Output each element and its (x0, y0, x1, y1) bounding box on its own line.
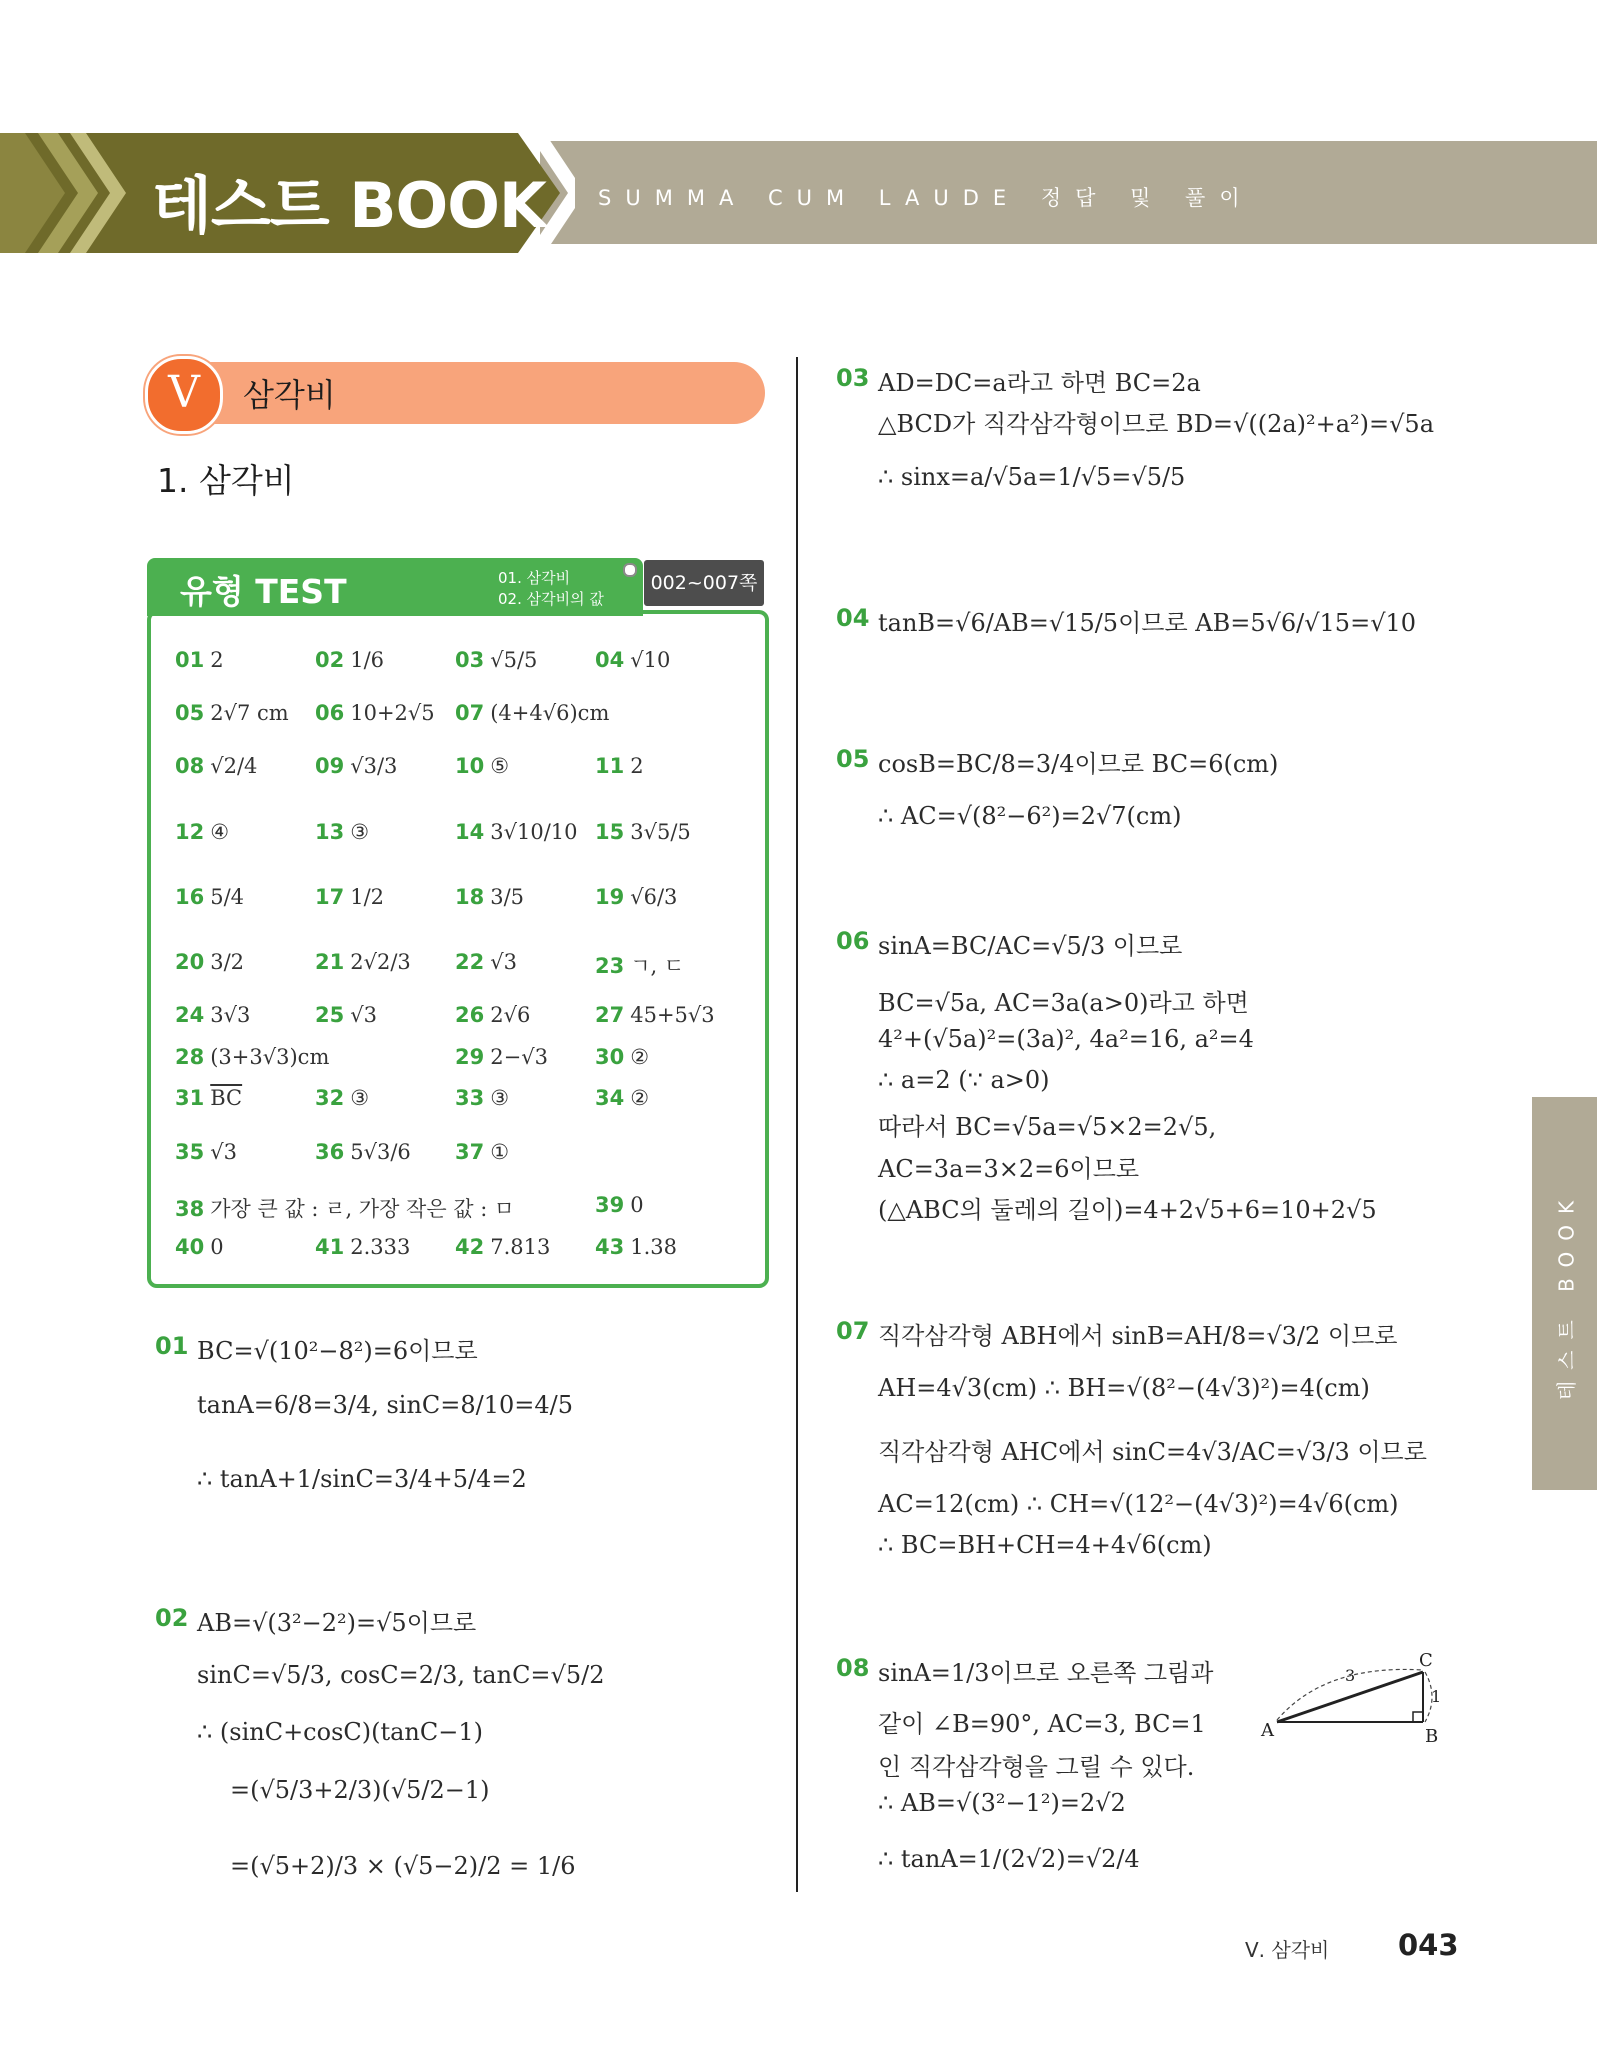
solution-line: ∴ BC=BH+CH=4+4√6(cm) (878, 1531, 1212, 1559)
answer-item: 05 2√7 cm (175, 701, 289, 725)
answer-item: 08 √2/4 (175, 754, 258, 778)
solution-number: 08 (836, 1654, 870, 1682)
answer-item: 28 (3+3√3)cm (175, 1045, 330, 1069)
solution-line: ∴ sinx=a/√5a=1/√5=√5/5 (878, 463, 1186, 491)
answer-item: 31 $\overline{BC}$ (175, 1086, 243, 1110)
answer-item: 39 0 (595, 1193, 644, 1217)
footer-chapter: Ⅴ. 삼각비 (1245, 1938, 1330, 1962)
answer-item: 29 2−√3 (455, 1045, 548, 1069)
answer-item: 30 ② (595, 1045, 650, 1069)
answer-item: 20 3/2 (175, 950, 245, 974)
solution-line: BC=√(10²−8²)=6이므로 (197, 1337, 478, 1365)
solution-line: AH=4√3(cm) ∴ BH=√(8²−(4√3)²)=4(cm) (878, 1374, 1370, 1402)
solution-line: ∴ a=2 (∵ a>0) (878, 1066, 1050, 1094)
header-subtitle: SUMMA CUM LAUDE 정답 및 풀이 (598, 186, 1254, 210)
solution-line: cosB=BC/8=3/4이므로 BC=6(cm) (878, 750, 1279, 778)
side-bc-label: 1 (1431, 1687, 1442, 1706)
answer-item: 15 3√5/5 (595, 820, 691, 844)
solution-line: =(√5+2)/3 × (√5−2)/2 = 1/6 (230, 1852, 576, 1880)
solution-line: 직각삼각형 ABH에서 sinB=AH/8=√3/2 이므로 (878, 1322, 1398, 1350)
vertex-c-label: C (1419, 1650, 1433, 1671)
solution-line: △BCD가 직각삼각형이므로 BD=√((2a)²+a²)=√5a (878, 410, 1435, 438)
answer-item: 22 √3 (455, 950, 517, 974)
chapter-bar (148, 362, 765, 424)
solution-number: 07 (836, 1317, 870, 1345)
answer-item: 38 가장 큰 값 : ㄹ, 가장 작은 값 : ㅁ (175, 1197, 515, 1221)
solution-line: tanA=6/8=3/4, sinC=8/10=4/5 (197, 1391, 574, 1419)
vertex-b-label: B (1425, 1726, 1439, 1747)
solution-line: 따라서 BC=√5a=√5×2=2√5, (878, 1113, 1217, 1141)
solution-number: 01 (155, 1332, 189, 1360)
answer-item: 27 45+5√3 (595, 1003, 715, 1027)
answer-item: 23 ㄱ, ㄷ (595, 954, 685, 978)
answer-item: 14 3√10/10 (455, 820, 578, 844)
right-triangle-figure (1255, 1650, 1445, 1750)
answer-item: 01 2 (175, 648, 224, 672)
answer-item: 32 ③ (315, 1086, 370, 1110)
solution-line: ∴ AC=√(8²−6²)=2√7(cm) (878, 802, 1182, 830)
solution-line: 4²+(√5a)²=(3a)², 4a²=16, a²=4 (878, 1025, 1254, 1053)
side-ac-label: 3 (1345, 1666, 1356, 1685)
solution-number: 04 (836, 604, 870, 632)
solution-line: AC=3a=3×2=6이므로 (878, 1155, 1140, 1183)
connector-dot-icon (623, 563, 637, 577)
answer-item: 04 √10 (595, 648, 671, 672)
answer-item: 10 ⑤ (455, 754, 510, 778)
answer-item: 36 5√3/6 (315, 1140, 411, 1164)
answer-item: 34 ② (595, 1086, 650, 1110)
section-title: 1. 삼각비 (157, 461, 295, 500)
solution-line: ∴ tanA+1/sinC=3/4+5/4=2 (197, 1465, 527, 1493)
solution-line: sinA=BC/AC=√5/3 이므로 (878, 932, 1183, 960)
answer-item: 16 5/4 (175, 885, 245, 909)
answer-item: 41 2.333 (315, 1235, 411, 1259)
solution-line: =(√5/3+2/3)(√5/2−1) (230, 1776, 490, 1804)
answer-item: 17 1/2 (315, 885, 385, 909)
answer-item: 11 2 (595, 754, 644, 778)
solution-line: 인 직각삼각형을 그릴 수 있다. (878, 1753, 1195, 1781)
answer-item: 25 √3 (315, 1003, 377, 1027)
page-number: 043 (1398, 1928, 1459, 1962)
answer-item: 35 √3 (175, 1140, 237, 1164)
solution-line: tanB=√6/AB=√15/5이므로 AB=5√6/√15=√10 (878, 609, 1417, 637)
chapter-number: V (168, 367, 200, 418)
answer-item: 02 1/6 (315, 648, 385, 672)
side-tab-label: 테스트 BOOK (1554, 1189, 1579, 1401)
answer-item: 33 ③ (455, 1086, 510, 1110)
solution-line: ∴ tanA=1/(2√2)=√2/4 (878, 1845, 1140, 1873)
answer-item: 12 ④ (175, 820, 230, 844)
solution-line: ∴ (sinC+cosC)(tanC−1) (197, 1718, 483, 1746)
solution-line: sinC=√5/3, cosC=2/3, tanC=√5/2 (197, 1661, 605, 1689)
solution-line: 같이 ∠B=90°, AC=3, BC=1 (878, 1710, 1206, 1738)
test-page-range: 002~007쪽 (644, 560, 764, 606)
answer-item: 40 0 (175, 1235, 224, 1259)
solution-line: AD=DC=a라고 하면 BC=2a (878, 369, 1201, 397)
answer-item: 07 (4+4√6)cm (455, 701, 610, 725)
answer-item: 18 3/5 (455, 885, 525, 909)
solution-number: 06 (836, 927, 870, 955)
answer-item: 24 3√3 (175, 1003, 251, 1027)
solution-number: 02 (155, 1604, 189, 1632)
answer-item: 43 1.38 (595, 1235, 677, 1259)
solution-number: 05 (836, 745, 870, 773)
column-divider (796, 357, 798, 1892)
solution-line: sinA=1/3이므로 오른쪽 그림과 (878, 1659, 1214, 1687)
solution-line: (△ABC의 둘레의 길이)=4+2√5+6=10+2√5 (878, 1196, 1377, 1224)
header-title: 테스트 BOOK (152, 169, 546, 242)
answer-item: 13 ③ (315, 820, 370, 844)
vertex-a-label: A (1261, 1720, 1274, 1741)
solution-line: AC=12(cm) ∴ CH=√(12²−(4√3)²)=4√6(cm) (878, 1490, 1399, 1518)
solution-line: BC=√5a, AC=3a(a>0)라고 하면 (878, 989, 1249, 1017)
answer-item: 06 10+2√5 (315, 701, 435, 725)
test-topic-1: 01. 삼각비 (498, 569, 571, 587)
solution-line: AB=√(3²−2²)=√5이므로 (197, 1609, 477, 1637)
answer-item: 26 2√6 (455, 1003, 531, 1027)
solution-line: 직각삼각형 AHC에서 sinC=4√3/AC=√3/3 이므로 (878, 1438, 1427, 1466)
solution-number: 03 (836, 364, 870, 392)
answer-item: 19 √6/3 (595, 885, 678, 909)
solution-line: ∴ AB=√(3²−1²)=2√2 (878, 1789, 1126, 1817)
answer-item: 03 √5/5 (455, 648, 538, 672)
answer-item: 09 √3/3 (315, 754, 398, 778)
test-box-title: 유형 TEST (180, 572, 347, 611)
answer-item: 37 ① (455, 1140, 510, 1164)
answer-item: 42 7.813 (455, 1235, 551, 1259)
chapter-title: 삼각비 (243, 376, 336, 414)
test-topic-2: 02. 삼각비의 값 (498, 590, 604, 608)
answer-item: 21 2√2/3 (315, 950, 411, 974)
